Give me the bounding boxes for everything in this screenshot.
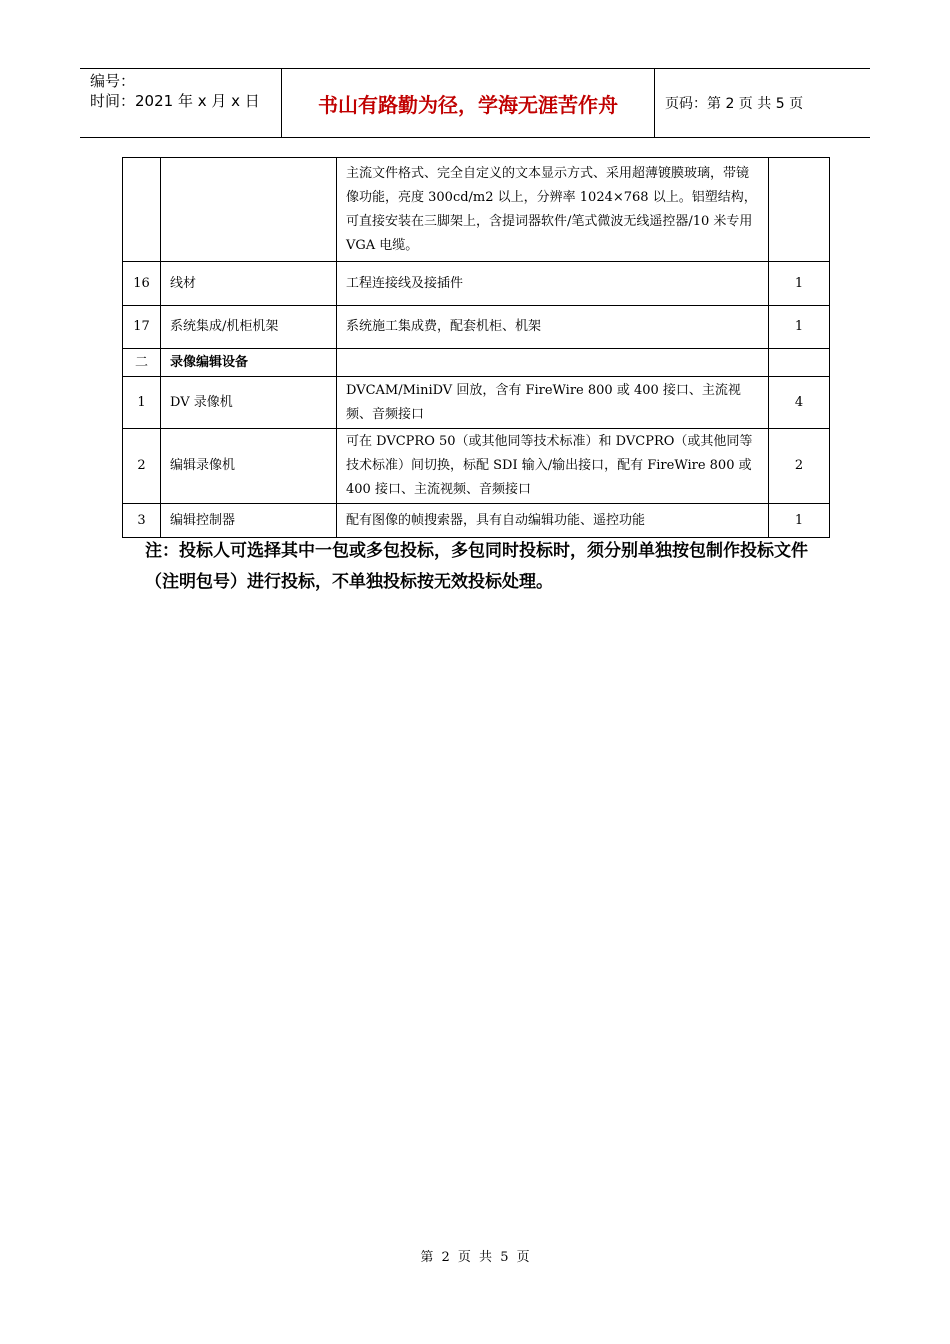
table-row [123, 504, 830, 538]
bidding-note: 注：投标人可选择其中一包或多包投标，多包同时投标时，须分别单独按包制作投标文件（注明包号）进行投标，不单独投标按无效投标处理。 [145, 541, 808, 592]
serial-label: 编号： [90, 72, 136, 90]
table-row [123, 158, 830, 262]
item-number: 2 [123, 429, 161, 504]
item-description: 主流文件格式、完全自定义的文本显示方式、采用超薄镀膜玻璃，带镜像功能，亮度 300cd/m2 以上，分辨率 1024×768 以上。铝塑结构，可直接安装在三脚架上，含提词器软件/笔式微波无线遥控器/10 米专用 VGA 电缆。 [337, 158, 769, 262]
item-quantity [769, 158, 830, 262]
item-description: 工程连接线及接插件 [337, 262, 769, 306]
header-divider [654, 69, 655, 137]
item-name: DV 录像机 [161, 377, 337, 429]
item-description: 系统施工集成费，配套机柜、机架 [337, 306, 769, 349]
item-number: 3 [123, 504, 161, 538]
item-name: 编辑控制器 [161, 504, 337, 538]
page-header [80, 68, 870, 138]
section-number: 二 [123, 349, 161, 377]
item-name: 线材 [161, 262, 337, 306]
date-label: 时间：2021 年 x 月 x 日 [90, 92, 260, 110]
header-motto: 书山有路勤为径，学海无涯苦作舟 [318, 92, 618, 117]
header-meta [90, 71, 280, 111]
item-name: 编辑录像机 [161, 429, 337, 504]
section-title: 录像编辑设备 [161, 349, 337, 377]
item-name: 系统集成/机柜机架 [161, 306, 337, 349]
table-row [123, 377, 830, 429]
item-quantity: 4 [769, 377, 830, 429]
item-quantity: 1 [769, 504, 830, 538]
equipment-table [122, 157, 830, 538]
table-row [123, 262, 830, 306]
item-quantity: 1 [769, 306, 830, 349]
page-footer: 第 2 页 共 5 页 [420, 1250, 530, 1265]
section-row [123, 349, 830, 377]
item-quantity: 1 [769, 262, 830, 306]
item-number [123, 158, 161, 262]
item-description: 可在 DVCPRO 50（或其他同等技术标准）和 DVCPRO（或其他同等技术标准）间切换，标配 SDI 输入/输出接口，配有 FireWire 800 或 400 接口、主流视频、音频接口 [337, 429, 769, 504]
item-description [337, 349, 769, 377]
item-number: 17 [123, 306, 161, 349]
table-row [123, 429, 830, 504]
header-page-info: 页码：第 2 页 共 5 页 [665, 96, 804, 112]
item-description: DVCAM/MiniDV 回放，含有 FireWire 800 或 400 接口、主流视频、音频接口 [337, 377, 769, 429]
table-row [123, 306, 830, 349]
item-number: 16 [123, 262, 161, 306]
item-number: 1 [123, 377, 161, 429]
item-description: 配有图像的帧搜索器，具有自动编辑功能、遥控功能 [337, 504, 769, 538]
item-quantity [769, 349, 830, 377]
item-name [161, 158, 337, 262]
item-quantity: 2 [769, 429, 830, 504]
